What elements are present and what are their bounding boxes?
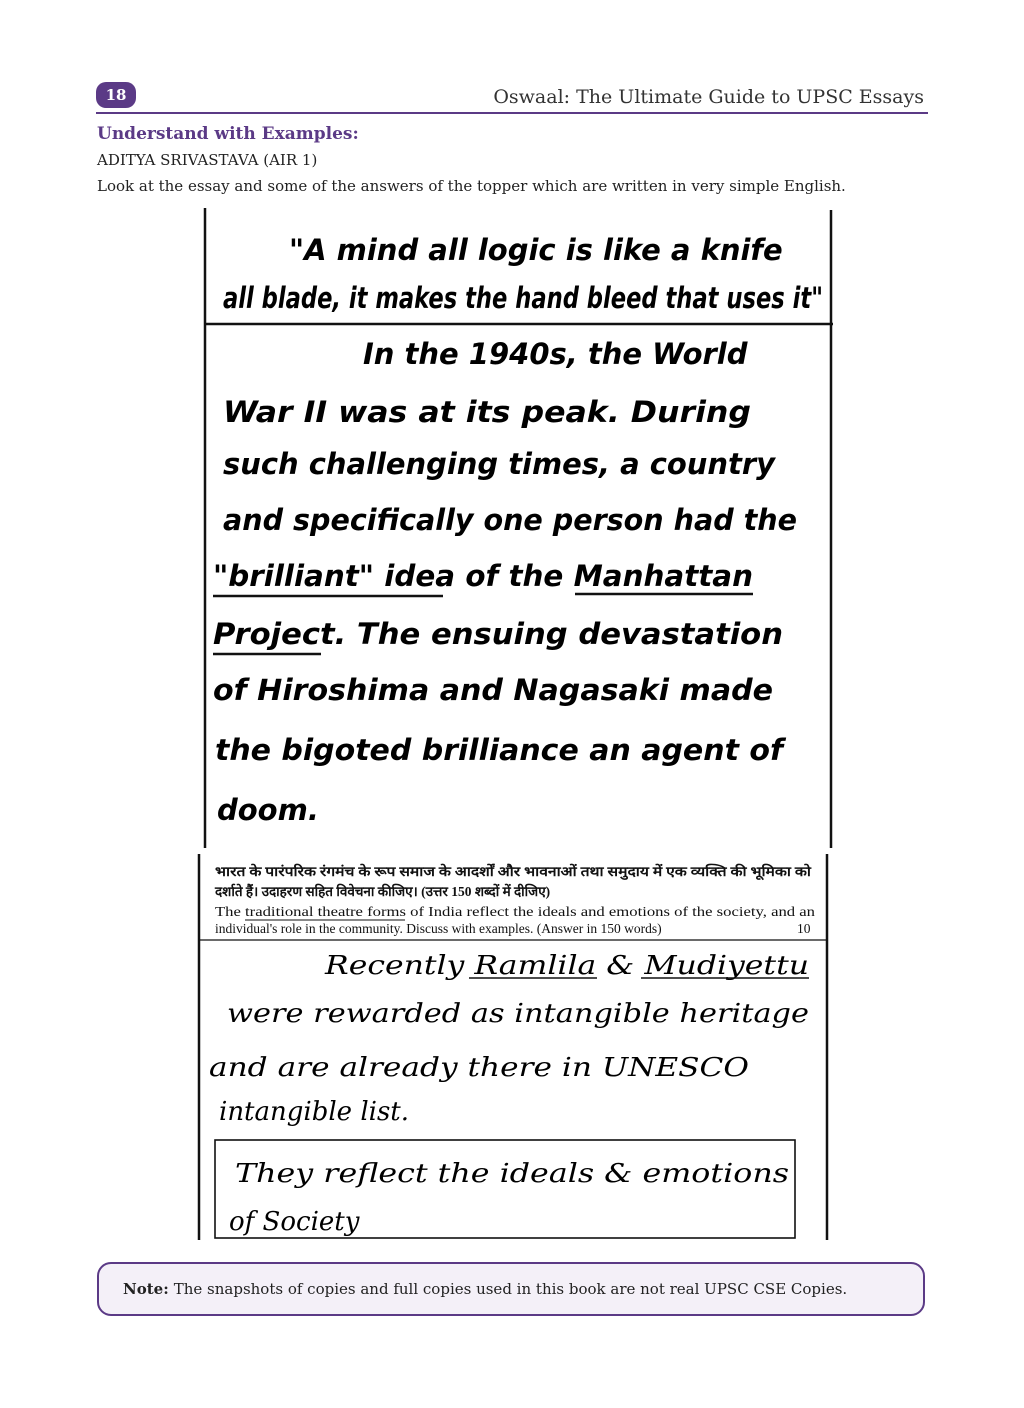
answer-line-3: and are already there in UNESCO — [209, 1053, 749, 1083]
essay-line-9: doom. — [217, 793, 319, 827]
answer-line-4: intangible list. — [219, 1097, 410, 1127]
question-hindi-line-1: भारत के पारंपरिक रंगमंच के रूप समाज के आदर्शों और भावनाओं तथा समुदाय में एक व्यक्ति की भूमिका को — [215, 864, 729, 879]
essay-line-7: of Hiroshima and Nagasaki made — [213, 673, 773, 707]
answer-scan — [197, 854, 831, 1240]
boxed-line-1: They reflect the ideals & emotions — [235, 1159, 789, 1189]
essay-line-8: the bigoted brilliance an agent of — [215, 733, 787, 767]
question-hindi-line-2: दर्शाते हैं। उदाहरण सहित विवेचना कीजिए। (उत्तर 150 शब्दों में दीजिए) — [215, 884, 551, 899]
note-label: Note: — [123, 1280, 169, 1298]
page-number: 18 — [96, 82, 136, 108]
note-text: The snapshots of copies and full copies used in this book are not real UPSC CSE Copies. — [173, 1280, 848, 1298]
quote-line-1: "A mind all logic is like a knife — [289, 233, 783, 267]
question-english-line-1: The traditional theatre forms of India reflect the ideals and emotions of the society, and an — [215, 904, 816, 919]
essay-scan — [203, 208, 835, 848]
essay-line-5: "brilliant" idea of the Manhattan — [213, 559, 753, 593]
answer-line-2: were rewarded as intangible heritage — [227, 999, 809, 1029]
essay-line-4: and specifically one person had the — [223, 503, 797, 537]
question-marks: 10 — [797, 921, 811, 936]
essay-line-3: such challenging times, a country — [223, 447, 777, 481]
answer-line-1: Recently Ramlila & Mudiyettu — [323, 951, 809, 981]
question-english-line-2: individual's role in the community. Discuss with examples. (Answer in 150 words) — [215, 921, 662, 936]
essay-line-6: Project. The ensuing devastation — [213, 617, 783, 651]
section-title: Understand with Examples: — [97, 124, 359, 144]
running-title: Oswaal: The Ultimate Guide to UPSC Essays — [493, 86, 924, 108]
boxed-line-2: of Society — [229, 1207, 360, 1237]
essay-line-1: In the 1940s, the World — [363, 337, 748, 371]
header-rule — [96, 112, 928, 114]
essay-line-2: War II was at its peak. During — [223, 395, 751, 429]
author-name: ADITYA SRIVASTAVA (AIR 1) — [97, 151, 318, 169]
quote-line-2: all blade, it makes the hand bleed that uses it" — [223, 281, 823, 315]
intro-text: Look at the essay and some of the answers of the topper which are written in very simple English. — [97, 177, 846, 195]
disclaimer-note — [97, 1262, 925, 1316]
